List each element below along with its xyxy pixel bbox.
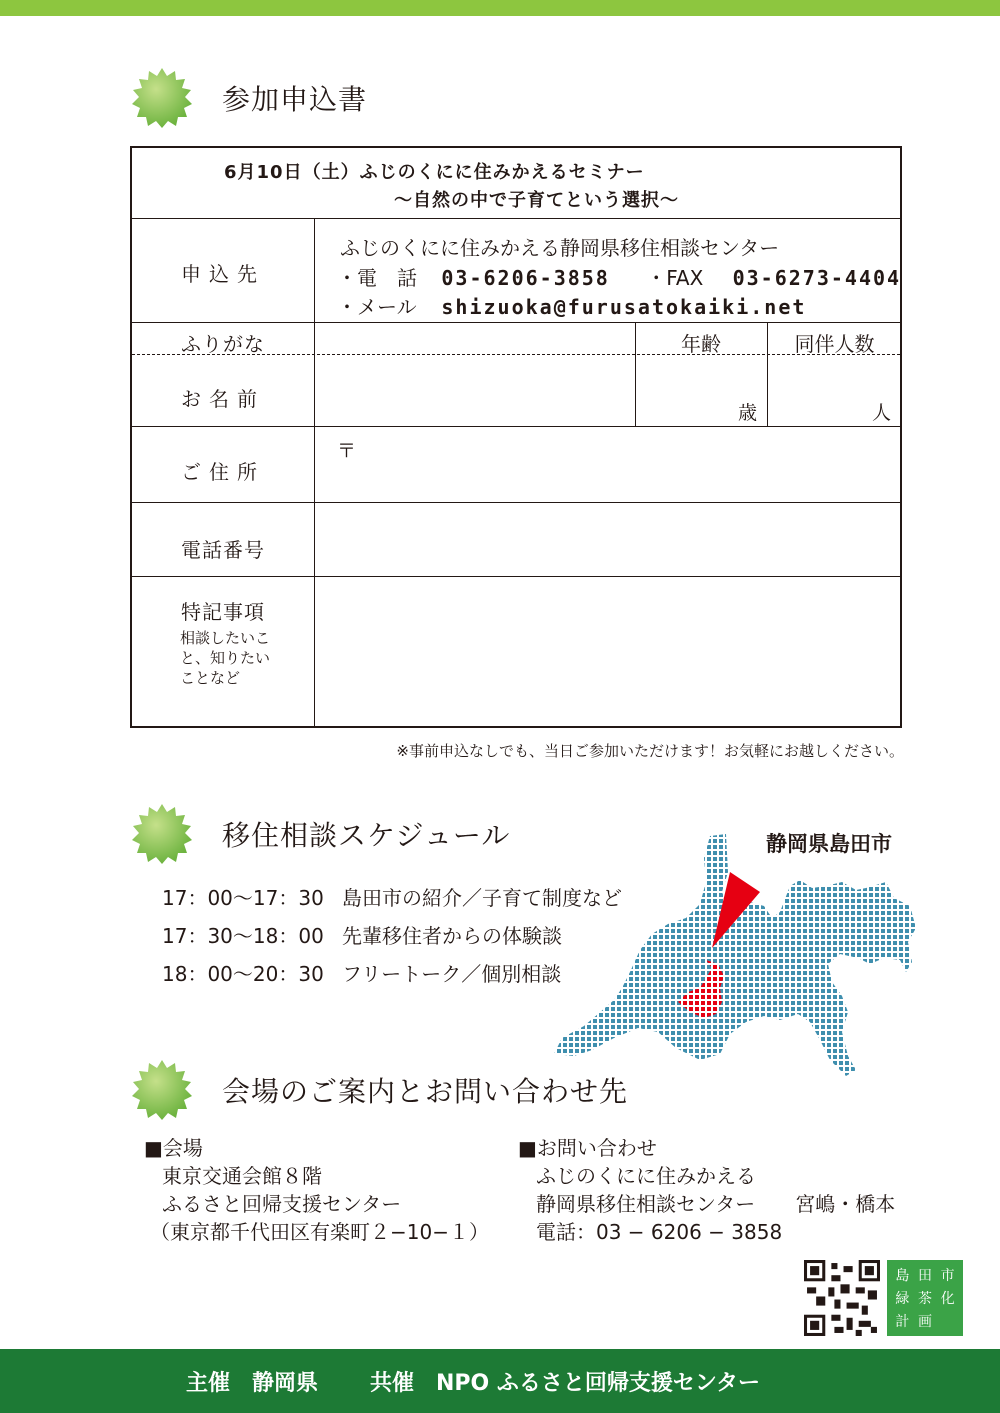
address-label: ご住所 (181, 460, 265, 484)
logo-char: 市 (940, 1268, 955, 1285)
inquiry-heading: ■お問い合わせ (518, 1136, 657, 1160)
destination-label: 申込先 (181, 262, 265, 286)
inquiry-phone: 電話：03 − 6206 − 3858 (536, 1220, 783, 1244)
schedule-time: 17：30〜18：00 (162, 924, 324, 948)
venue-block (144, 1134, 489, 1246)
furigana-field[interactable] (315, 323, 635, 354)
name-field[interactable] (315, 355, 635, 426)
shizuoka-map (550, 832, 930, 1082)
venue-line: ふるさと回帰支援センター (162, 1192, 402, 1216)
notes-label: 特記事項 (181, 600, 265, 624)
schedule-item: 島田市の紹介／子育て制度など (342, 886, 622, 910)
name-label: お名前 (181, 387, 265, 411)
postal-mark: 〒 (337, 440, 357, 462)
section-header-schedule (130, 802, 510, 866)
age-unit: 歳 (738, 402, 758, 424)
section-header-venue (130, 1058, 628, 1122)
schedule-time: 17：00〜17：30 (162, 886, 324, 910)
schedule-time: 18：00〜20：30 (162, 962, 324, 986)
notes-hint: 相談したいこと、知りたいことなど (180, 629, 271, 687)
venue-heading: ■会場 (144, 1136, 203, 1160)
notes-field[interactable] (315, 577, 900, 726)
age-label: 年齢 (681, 332, 721, 356)
companions-label: 同伴人数 (794, 332, 875, 356)
venue-line: 東京交通会館８階 (162, 1164, 322, 1188)
seminar-title: 6月10日（土）ふじのくにに住みかえるセミナー (224, 162, 645, 183)
companions-unit: 人 (872, 402, 892, 424)
mail-value[interactable]: shizuoka@furusatokaiki.net (441, 295, 807, 319)
footer-bar (0, 1349, 1000, 1413)
schedule-item: 先輩移住者からの体験談 (342, 924, 562, 948)
address-field[interactable] (315, 427, 900, 502)
mail-row (337, 291, 806, 320)
divider (132, 218, 900, 219)
logo-char: 計 (895, 1313, 910, 1330)
fax-key: ・FAX (646, 266, 704, 290)
inquiry-line: 静岡県移住相談センター 宮嶋・橋本 (536, 1192, 896, 1216)
section-title: 参加申込書 (222, 83, 368, 116)
phone-value: 03-6206-3858 (441, 266, 610, 290)
application-form (130, 146, 902, 728)
logo-char: 島 (895, 1268, 910, 1285)
map-label: 静岡県島田市 (766, 832, 892, 856)
inquiry-block (518, 1134, 895, 1246)
inquiry-line: ふじのくにに住みかえる (536, 1164, 756, 1188)
destination-org: ふじのくにに住みかえる静岡県移住相談センター (340, 236, 780, 260)
section-title: 会場のご案内とお問い合わせ先 (222, 1075, 629, 1108)
mail-key: ・メール (337, 295, 417, 319)
organizer: 主催 静岡県 (186, 1370, 319, 1396)
green-burst-icon (130, 1058, 194, 1122)
shimada-tea-logo (887, 1260, 963, 1336)
notice-text: ※事前申込なしでも、当日ご参加いただけます！お気軽にお越しください。 (396, 742, 904, 760)
logo-char: 茶 (917, 1290, 932, 1307)
logo-char: 化 (940, 1290, 955, 1307)
fax-value: 03-6273-4404 (732, 266, 902, 290)
logo-char: 画 (917, 1313, 932, 1330)
logo-char: 緑 (895, 1290, 910, 1307)
phone-row (337, 262, 901, 291)
section-header-application (130, 66, 367, 130)
qr-code[interactable] (804, 1260, 880, 1336)
phone-key: ・電 話 (337, 266, 417, 290)
top-accent-bar (0, 0, 1000, 16)
form-title (132, 148, 900, 218)
green-burst-icon (130, 66, 194, 130)
cosponsor: 共催 NPO ふるさと回帰支援センター (370, 1370, 761, 1396)
phone-number-field[interactable] (315, 503, 900, 576)
schedule-item: フリートーク／個別相談 (342, 962, 562, 986)
section-title: 移住相談スケジュール (222, 819, 511, 852)
prefecture-shape (554, 834, 916, 1076)
furigana-label: ふりがな (181, 332, 265, 356)
green-burst-icon (130, 802, 194, 866)
seminar-subtitle: 〜自然の中で子育てという選択〜 (394, 190, 679, 211)
phone-number-label: 電話番号 (181, 538, 265, 562)
venue-address: （東京都千代田区有楽町２−10−１） (150, 1220, 489, 1244)
logo-char: 田 (917, 1268, 932, 1285)
